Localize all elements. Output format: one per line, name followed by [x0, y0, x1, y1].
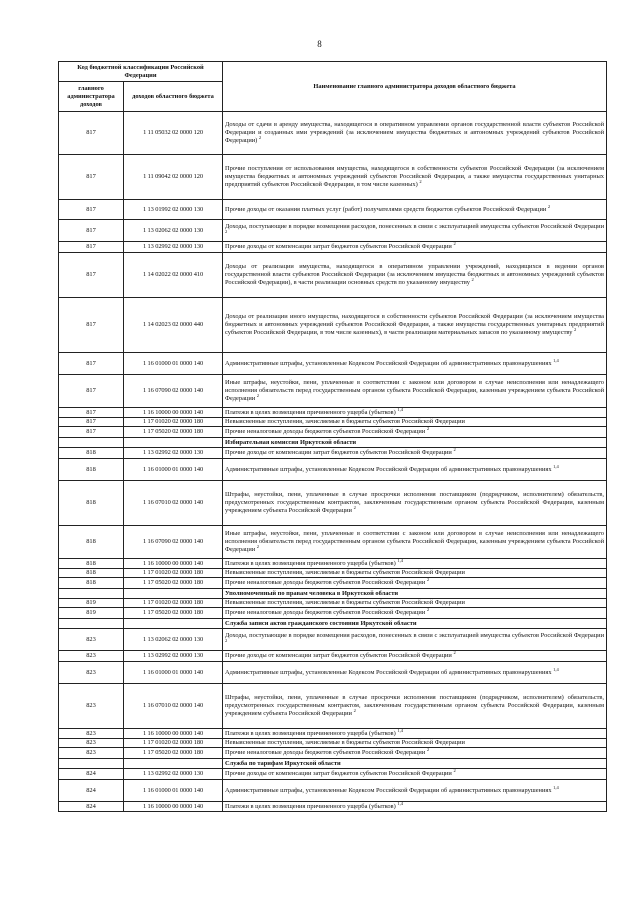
admin-code-cell: 817 — [59, 155, 124, 200]
admin-code-cell: 818 — [59, 559, 124, 569]
income-name-cell — [223, 729, 607, 739]
footnote-mark: 1,4 — [397, 800, 403, 806]
table-row — [59, 780, 607, 802]
income-name-cell — [223, 448, 607, 459]
footnote-mark: 1,4 — [553, 357, 559, 363]
admin-code-cell: 823 — [59, 662, 124, 684]
footnote-mark: 2 — [426, 576, 430, 582]
income-name-cell — [223, 769, 607, 780]
income-name-text: Прочие доходы от компенсации затрат бюджетов субъектов Российской Федерации — [225, 449, 452, 456]
income-name-cell — [223, 220, 607, 242]
income-code-cell: 1 16 01000 01 0000 140 — [124, 353, 223, 375]
table-row — [59, 481, 607, 526]
table-row — [59, 375, 607, 408]
table-row — [59, 599, 607, 608]
income-code-cell: 1 17 01020 02 0000 180 — [124, 599, 223, 608]
section-empty-cell — [124, 759, 223, 769]
table-row — [59, 662, 607, 684]
income-name-text: Прочие доходы от компенсации затрат бюджетов субъектов Российской Федерации — [225, 652, 452, 659]
income-name-cell — [223, 651, 607, 662]
income-name-cell — [223, 748, 607, 759]
admin-code-cell: 817 — [59, 298, 124, 353]
income-name-text: Невыясненные поступления, зачисляемые в бюджеты субъектов Российской Федерации — [225, 599, 465, 606]
table-row — [59, 200, 607, 220]
income-code-cell: 1 14 02022 02 0000 410 — [124, 253, 223, 298]
income-code-cell: 1 17 05020 02 0000 180 — [124, 427, 223, 438]
income-name-text: Иные штрафы, неустойки, пени, уплаченные в соответствии с законом или договором в случае неисполнения или ненадлежащего исполнения обязательств перед государственным органом субъекта Российской Федерации, казенным учреждением субъекта Российской Федерации — [225, 530, 604, 553]
admin-code-cell: 824 — [59, 802, 124, 812]
admin-code-cell: 818 — [59, 526, 124, 559]
admin-code-cell: 823 — [59, 729, 124, 739]
income-code-cell: 1 16 07010 02 0000 140 — [124, 481, 223, 526]
income-name-cell — [223, 353, 607, 375]
admin-code-cell: 823 — [59, 629, 124, 651]
table-row — [59, 651, 607, 662]
footnote-mark: 2 — [453, 446, 456, 452]
admin-code-cell: 818 — [59, 569, 124, 578]
income-name-text: Платежи в целях возмещения причиненного ущерба (убытков) — [225, 802, 396, 810]
table-row — [59, 559, 607, 569]
table-row — [59, 112, 607, 155]
income-code-cell: 1 16 07090 02 0000 140 — [124, 526, 223, 559]
admin-code-cell: 823 — [59, 684, 124, 729]
income-name-cell — [223, 739, 607, 748]
section-title: Уполномоченный по правам человека в Иркутской области — [223, 589, 607, 599]
income-name-cell — [223, 569, 607, 578]
admin-code-cell: 817 — [59, 112, 124, 155]
income-name-text: Доходы от реализации имущества, находящегося в оперативном управлении учреждений, находящихся в ведении органов государственной власти субъектов Российской Федерации (за исключением имущества бюджетных и автономных учреждений субъектов Российской Федерации), в части реализации основных средств по указанному имуществу — [225, 263, 604, 286]
table-row — [59, 748, 607, 759]
footnote-mark: 1,4 — [397, 557, 403, 563]
income-name-cell — [223, 578, 607, 589]
footnote-mark: 1,4 — [553, 784, 559, 790]
income-name-cell — [223, 112, 607, 155]
footnote-mark: 1,4 — [553, 463, 559, 469]
income-name-text: Невыясненные поступления, зачисляемые в бюджеты субъектов Российской Федерации — [225, 418, 465, 425]
income-code-cell: 1 13 02062 02 0000 130 — [124, 629, 223, 651]
admin-code-cell: 818 — [59, 481, 124, 526]
income-name-text: Доходы от сдачи в аренду имущества, находящегося в оперативном управлении органов государственной власти субъектов Российской Федерации и созданных ими учреждений (за исключением имущества бюджетных и автономных учреждений субъектов Российской Федерации) — [225, 121, 604, 144]
section-row — [59, 438, 607, 448]
table-row — [59, 220, 607, 242]
table-row — [59, 739, 607, 748]
admin-code-cell: 817 — [59, 253, 124, 298]
table-row — [59, 629, 607, 651]
section-row — [59, 589, 607, 599]
footnote-mark: 2 — [547, 203, 551, 209]
income-classification-table — [58, 61, 607, 812]
income-name-cell — [223, 427, 607, 438]
name-header: Наименование главного администратора доходов областного бюджета — [223, 62, 607, 112]
income-name-text: Административные штрафы, установленные Кодексом Российской Федерации об административных правонарушениях — [225, 786, 552, 794]
section-empty-cell — [124, 619, 223, 629]
table-row — [59, 769, 607, 780]
section-empty-cell — [59, 589, 124, 599]
income-code-cell: 1 17 01020 02 0000 180 — [124, 569, 223, 578]
income-name-cell — [223, 599, 607, 608]
admin-code-cell: 817 — [59, 418, 124, 427]
table-row — [59, 253, 607, 298]
admin-code-cell: 823 — [59, 748, 124, 759]
income-code-cell: 1 13 02992 02 0000 130 — [124, 651, 223, 662]
table-row — [59, 802, 607, 812]
footnote-mark: 2 — [225, 228, 228, 234]
footnote-mark: 2 — [426, 746, 430, 752]
admin-code-cell: 819 — [59, 608, 124, 619]
income-name-cell — [223, 481, 607, 526]
footnote-mark: 2 — [426, 425, 430, 431]
income-code-cell: 1 13 02992 02 0000 130 — [124, 769, 223, 780]
income-code-cell: 1 16 01000 01 0000 140 — [124, 780, 223, 802]
admin-code-cell: 818 — [59, 578, 124, 589]
admin-code-cell: 824 — [59, 769, 124, 780]
income-name-cell — [223, 155, 607, 200]
table-row — [59, 578, 607, 589]
income-code-cell: 1 16 10000 00 0000 140 — [124, 559, 223, 569]
income-code-cell: 1 16 10000 00 0000 140 — [124, 802, 223, 812]
footnote-mark: 2 — [471, 276, 474, 282]
income-code-cell: 1 16 01000 01 0000 140 — [124, 459, 223, 481]
income-name-text: Прочие неналоговые доходы бюджетов субъектов Российской Федерации — [225, 749, 426, 756]
income-name-text: Доходы, поступающие в порядке возмещения расходов, понесенных в связи с эксплуатацией имущества субъектов Российской Федерации — [225, 631, 604, 639]
table-row — [59, 427, 607, 438]
income-name-text: Прочие неналоговые доходы бюджетов субъектов Российской Федерации — [225, 579, 426, 586]
table-row — [59, 526, 607, 559]
income-name-cell — [223, 253, 607, 298]
income-name-cell — [223, 242, 607, 253]
income-name-text: Штрафы, неустойки, пени, уплаченные в случае просрочки исполнения поставщиком (подрядчиком, исполнителем) обязательств, предусмотренных государственным контрактом, заключенным государственным органом субъекта Российской Федерации, казенным учреждением субъекта Российской Федерации — [225, 491, 604, 514]
section-title: Служба по тарифам Иркутской области — [223, 759, 607, 769]
footnote-mark: 1,4 — [397, 406, 403, 412]
income-code-cell: 1 13 02992 02 0000 130 — [124, 242, 223, 253]
footnote-mark: 2 — [225, 637, 228, 643]
income-code-cell: 1 16 10000 00 0000 140 — [124, 408, 223, 418]
table-row — [59, 684, 607, 729]
section-empty-cell — [59, 619, 124, 629]
admin-code-cell: 817 — [59, 375, 124, 408]
footnote-mark: 2 — [426, 606, 430, 612]
income-name-text: Доходы, поступающие в порядке возмещения расходов, понесенных в связи с эксплуатацией имущества субъектов Российской Федерации — [225, 222, 604, 230]
admin-code-cell: 817 — [59, 220, 124, 242]
section-empty-cell — [59, 759, 124, 769]
income-name-text: Прочие доходы от компенсации затрат бюджетов субъектов Российской Федерации — [225, 243, 452, 250]
income-name-cell — [223, 408, 607, 418]
income-code-cell: 1 16 07090 02 0000 140 — [124, 375, 223, 408]
section-empty-cell — [59, 438, 124, 448]
income-name-cell — [223, 802, 607, 812]
section-title: Служба записи актов гражданского состояния Иркутской области — [223, 619, 607, 629]
income-name-text: Иные штрафы, неустойки, пени, уплаченные в соответствии с законом или договором в случае неисполнения или ненадлежащего исполнения обязательств перед государственным органом субъекта Российской Федерации, казенным учреждением субъекта Российской Федерации — [225, 379, 604, 402]
admin-code-cell: 819 — [59, 599, 124, 608]
footnote-mark: 1,4 — [553, 666, 559, 672]
section-title: Избирательная комиссия Иркутской области — [223, 438, 607, 448]
income-name-text: Платежи в целях возмещения причиненного ущерба (убытков) — [225, 559, 396, 567]
income-name-cell — [223, 298, 607, 353]
section-empty-cell — [124, 438, 223, 448]
income-name-text: Доходы от реализации иного имущества, находящегося в собственности субъектов Российской Федерации (за исключением имущества бюджетных и автономных учреждений субъектов Российской Федерации, а также имущества государственных унитарных предприятий субъектов Российской Федерации, в том числе казенных), в части реализации материальных запасов по указанному имуществу — [225, 313, 604, 336]
table-row — [59, 448, 607, 459]
table-row — [59, 459, 607, 481]
income-name-text: Прочие доходы от оказания платных услуг (работ) получателями средств бюджетов субъектов Российской Федерации — [225, 205, 547, 213]
income-code-cell: 1 11 09042 02 0000 120 — [124, 155, 223, 200]
income-code-cell: 1 13 01992 02 0000 130 — [124, 200, 223, 220]
admin-code-cell: 818 — [59, 448, 124, 459]
admin-code-cell: 818 — [59, 459, 124, 481]
income-code-cell: 1 16 10000 00 0000 140 — [124, 729, 223, 739]
income-name-cell — [223, 559, 607, 569]
income-name-cell — [223, 780, 607, 802]
admin-code-cell: 823 — [59, 651, 124, 662]
income-code-cell: 1 17 05020 02 0000 180 — [124, 578, 223, 589]
kbk-header: Код бюджетной классификации Российской Федерации — [59, 62, 223, 82]
income-name-text: Прочие доходы от компенсации затрат бюджетов субъектов Российской Федерации — [225, 770, 452, 777]
income-name-cell — [223, 526, 607, 559]
footnote-mark: 2 — [453, 767, 456, 773]
income-code-cell: 1 17 01020 02 0000 180 — [124, 418, 223, 427]
income-name-cell — [223, 459, 607, 481]
income-code-cell: 1 14 02023 02 0000 440 — [124, 298, 223, 353]
admin-code-cell: 823 — [59, 739, 124, 748]
admin-code-cell: 817 — [59, 353, 124, 375]
table-row — [59, 408, 607, 418]
footnote-mark: 2 — [256, 543, 260, 549]
income-name-cell — [223, 608, 607, 619]
income-code-cell: 1 17 05020 02 0000 180 — [124, 608, 223, 619]
income-name-text: Административные штрафы, установленные Кодексом Российской Федерации об административных правонарушениях — [225, 465, 552, 473]
income-name-text: Платежи в целях возмещения причиненного ущерба (убытков) — [225, 408, 396, 416]
income-name-cell — [223, 684, 607, 729]
footnote-mark: 2 — [256, 392, 260, 398]
income-name-cell — [223, 418, 607, 427]
income-name-cell — [223, 662, 607, 684]
income-name-text: Платежи в целях возмещения причиненного ущерба (убытков) — [225, 729, 396, 737]
table-body — [59, 112, 607, 812]
footnote-mark: 1,4 — [397, 727, 403, 733]
table-row — [59, 418, 607, 427]
income-code-cell: 1 17 05020 02 0000 180 — [124, 748, 223, 759]
table-row — [59, 608, 607, 619]
income-code-cell: 1 17 01020 02 0000 180 — [124, 739, 223, 748]
income-code-cell: 1 16 01000 01 0000 140 — [124, 662, 223, 684]
footnote-mark: 2 — [353, 504, 356, 510]
footnote-mark: 2 — [574, 326, 577, 332]
income-name-text: Невыясненные поступления, зачисляемые в бюджеты субъектов Российской Федерации — [225, 569, 465, 576]
income-name-text: Административные штрафы, установленные Кодексом Российской Федерации об административных правонарушениях — [225, 359, 552, 367]
section-row — [59, 619, 607, 629]
income-code-cell: 1 11 05032 02 0000 120 — [124, 112, 223, 155]
income-name-cell — [223, 375, 607, 408]
admin-code-cell: 824 — [59, 780, 124, 802]
footnote-mark: 2 — [453, 240, 456, 246]
section-empty-cell — [124, 589, 223, 599]
table-row — [59, 242, 607, 253]
income-code-header: доходов областного бюджета — [124, 82, 223, 112]
footnote-mark: 2 — [258, 134, 262, 140]
income-name-text: Прочие поступления от использования имущества, находящегося в собственности субъектов Российской Федерации (за исключением имущества бюджетных и автономных учреждений субъектов Российской Федерации, а также имущества государственных унитарных предприятий субъектов Российской Федерации, в том числе казенных) — [225, 165, 604, 188]
table-row — [59, 155, 607, 200]
admin-code-cell: 817 — [59, 408, 124, 418]
income-name-cell — [223, 629, 607, 651]
admin-code-cell: 817 — [59, 200, 124, 220]
income-name-text: Штрафы, неустойки, пени, уплаченные в случае просрочки исполнения поставщиком (подрядчиком, исполнителем) обязательств, предусмотренных государственным контрактом, заключенным государственным органом субъекта Российской Федерации, казенным учреждением субъекта Российской Федерации — [225, 694, 604, 717]
section-row — [59, 759, 607, 769]
income-code-cell: 1 13 02992 02 0000 130 — [124, 448, 223, 459]
footnote-mark: 2 — [353, 707, 356, 713]
table-row — [59, 298, 607, 353]
income-code-cell: 1 16 07010 02 0000 140 — [124, 684, 223, 729]
table-row — [59, 729, 607, 739]
income-name-text: Прочие неналоговые доходы бюджетов субъектов Российской Федерации — [225, 609, 426, 616]
income-name-text: Административные штрафы, установленные Кодексом Российской Федерации об административных правонарушениях — [225, 668, 552, 676]
table-row — [59, 569, 607, 578]
income-name-cell — [223, 200, 607, 220]
table-row — [59, 353, 607, 375]
admin-code-header: главного администратора доходов — [59, 82, 124, 112]
income-code-cell: 1 13 02062 02 0000 130 — [124, 220, 223, 242]
income-name-text: Невыясненные поступления, зачисляемые в бюджеты субъектов Российской Федерации — [225, 739, 465, 746]
admin-code-cell: 817 — [59, 242, 124, 253]
income-name-text: Прочие неналоговые доходы бюджетов субъектов Российской Федерации — [225, 428, 426, 435]
admin-code-cell: 817 — [59, 427, 124, 438]
page-number: 8 — [317, 39, 322, 49]
footnote-mark: 2 — [419, 178, 422, 184]
footnote-mark: 2 — [453, 649, 456, 655]
